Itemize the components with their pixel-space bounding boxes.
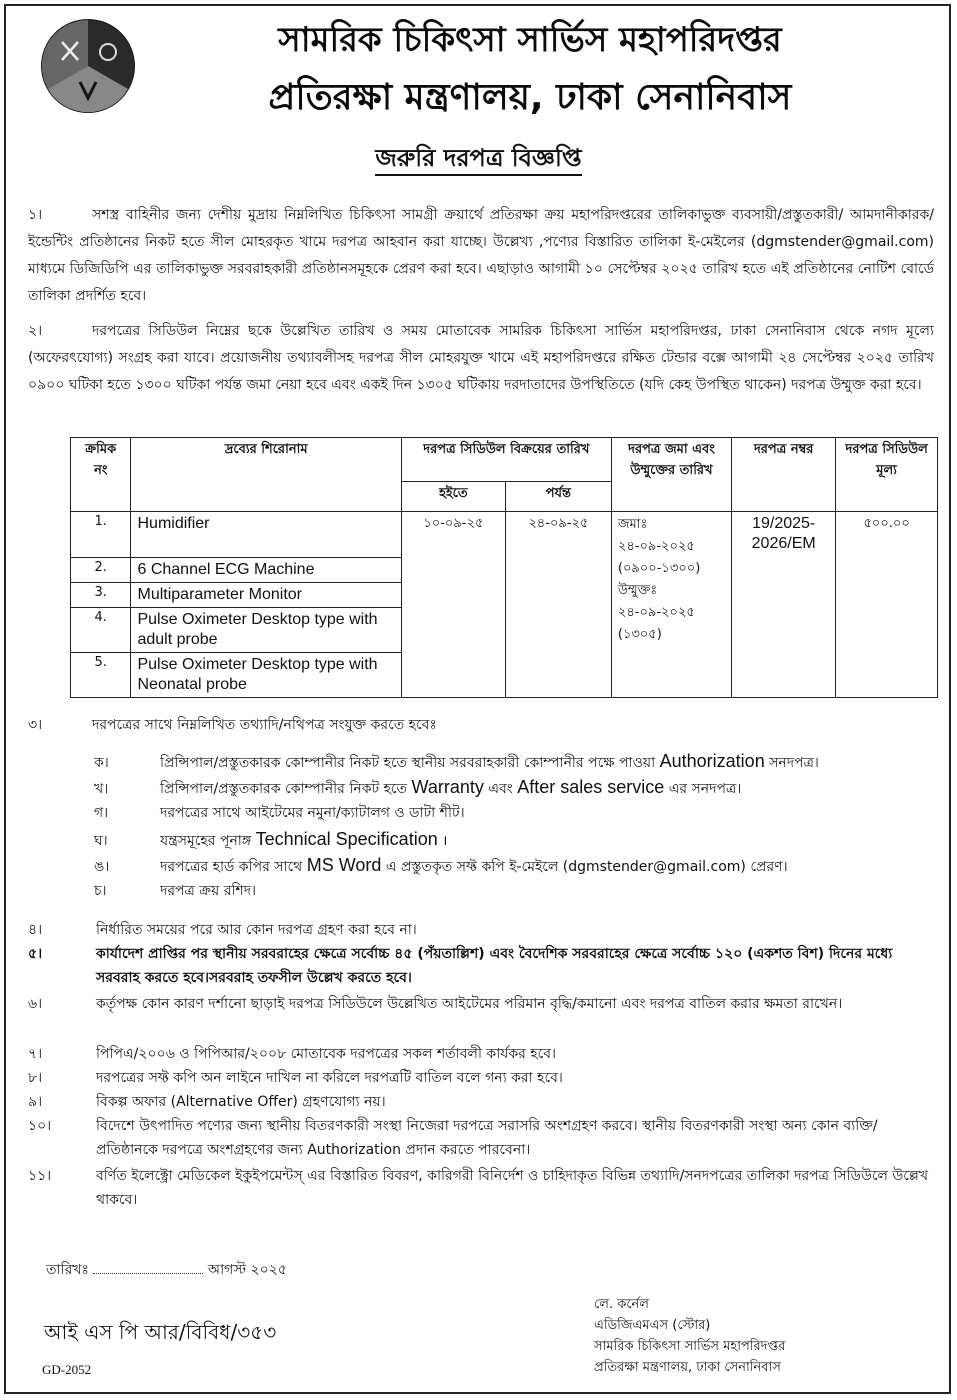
sale-to: ২৪-০৯-২৫ xyxy=(505,512,611,698)
table-row: 1. Humidifier ১০-০৯-২৫ ২৪-০৯-২৫ জমাঃ ২৪-০৯-২০২৫ (০৯০০-১৩০০) উম্মুক্তঃ ২৪-০৯-২০২৫ (১৩০৫) 19/2025-2026/EM ৫০০.০০ xyxy=(71,512,938,558)
header-serial: ক্রমিক নং xyxy=(71,438,131,512)
tri-service-emblem-icon xyxy=(40,18,136,114)
sale-from: ১০-০৯-২৫ xyxy=(401,512,505,698)
attachments-list xyxy=(94,748,934,904)
header-price: দরপত্র সিডিউল মূল্য xyxy=(836,438,938,512)
reference-number: আই এস পি আর/বিবিধ/৩৫৩ xyxy=(44,1320,277,1344)
date-line: তারিখঃ আগস্ট ২০২৫ xyxy=(46,1262,287,1278)
list-item: ঘ। যন্ত্রসমূহের পূনাঙ্গ Technical Specification । xyxy=(94,829,448,849)
list-item: ৪। নির্ধারিত সময়ের পরে আর কোন দরপত্র গ্রহণ করা হবে না। xyxy=(28,922,417,938)
header-sale-date: দরপত্র সিডিউল বিক্রয়ের তারিখ xyxy=(401,438,611,482)
tender-number: 19/2025-2026/EM xyxy=(732,512,836,698)
paragraph-2: ২। দরপত্রের সিডিউল নিম্নের ছকে উল্লেখিত তারিখ ও সময় মোতাবেক সামরিক চিকিৎসা সার্ভিস মহাপরিদপ্তর, ঢাকা সেনানিবাস থেকে নগদ মূল্যে (অফেরৎযোগ্য) সংগ্রহ করা যাবে। প্রয়োজনীয় তথ্যাবলীসহ দরপত্র সীল মোহরযুক্ত খামে এই মহাপরিদপ্তরে রক্ষিত টেন্ডার বক্সে আগামী ২৪ সেপ্টেম্বর ২০২৫ তারিখ ০৯০০ ঘটিকা হতে ১৩০০ ঘটিকা পর্যন্ত জমা নেয়া হবে এবং একই দিন ১৩০৫ ঘটিকায় দরদাতাদের উপস্থিতিতে (যদি কেহ উপস্থিত থাকেন) দরপত্র উম্মুক্ত করা হবে। xyxy=(28,323,934,393)
header-submit: দরপত্র জমা এবং উম্মুক্তের তারিখ xyxy=(611,438,731,512)
org-name: সামরিক চিকিৎসা সার্ভিস মহাপরিদপ্তর xyxy=(278,20,782,60)
list-item: ১০। বিদেশে উৎপাদিত পণ্যের জন্য স্থানীয় বিতরণকারী সংস্থা নিজেরা দরপত্রে সরাসরি অংশগ্রহণ করবে। স্থানীয় বিতরণকারী সংস্থা অন্য কোন ব্যক্তি/প্রতিষ্ঠানকে দরপত্রে অংশগ্রহণের জন্য Authorization প্রদান করতে পারবেনা। xyxy=(28,1118,878,1158)
items-table xyxy=(70,437,938,698)
table-row: 3. Multiparameter Monitor xyxy=(71,583,938,608)
section-3-intro: ৩। দরপত্রের সাথে নিম্নলিখিত তথ্যাদি/নথিপত্র সংযুক্ত করতে হবেঃ xyxy=(28,717,437,733)
header-tender-no: দরপত্র নম্বর xyxy=(732,438,836,512)
list-item: ৯। বিকল্প অফার (Alternative Offer) গ্রহণযোগ্য নয়। xyxy=(28,1094,386,1110)
paragraph-1: ১। সশস্ত্র বাহিনীর জন্য দেশীয় মুদ্রায় নিম্নলিখিত চিকিৎসা সামগ্রী ক্রয়ার্থে প্রতিরক্ষা ক্রয় মহাপরিদপ্তরের তালিকাভুক্ত ব্যবসায়ী/প্রস্তুতকারী/ আমদানীকারক/ইন্ডেন্টিং প্রতিষ্ঠানের নিকট হতে সীল মোহরকৃত খামে দরপত্র আহবান করা যাচ্ছে। উল্লেখ্য ,পণ্যের বিস্তারিত তালিকা ই-মেইলের (dgmstender@gmail.com) মাধ্যমে ডিজিডিপি এর তালিকাভুক্ত সরবরাহকারী প্রতিষ্ঠানসমূহকে প্রেরণ করা হবে। এছাড়াও আগামী ১০ সেপ্টেম্বর ২০২৫ তারিখ হতে এই প্রতিষ্ঠানের নোটিশ বোর্ডে তালিকা প্রদর্শিত হবে। xyxy=(28,207,934,304)
list-item: গ। দরপত্রের সাথে আইটেমের নমুনা/ক্যাটালগ ও ডাটা শীট। xyxy=(94,805,465,821)
notice-title: জরুরি দরপত্র বিজ্ঞপ্তি xyxy=(0,140,957,180)
signature-block: লে. কর্নেল এডিজিএমএস (স্টোর) সামরিক চিকিৎসা সার্ভিস মহাপরিদপ্তর প্রতিরক্ষা মন্ত্রণালয়, ঢাকা সেনানিবাস xyxy=(594,1297,786,1375)
table-row: 4. Pulse Oximeter Desktop type with adult probe xyxy=(71,608,938,653)
header-from: হইতে xyxy=(401,482,505,512)
list-item: ৬। কর্তৃপক্ষ কোন কারণ দর্শানো ছাড়াই দরপত্র সিডিউলে উল্লেখিত আইটেমের পরিমান বৃদ্ধি/কমানো এবং দরপত্র বাতিল করার ক্ষমতা রাখেন। xyxy=(28,996,843,1012)
table-row: 2. 6 Channel ECG Machine xyxy=(71,558,938,583)
ministry-name: প্রতিরক্ষা মন্ত্রণালয়, ঢাকা সেনানিবাস xyxy=(268,77,792,118)
list-item: ১১। বর্ণিত ইলেক্ট্রো মেডিকেল ইকুইপমেন্টস্ এর বিস্তারিত বিবরণ, কারিগরী বিনির্দেশ ও চাহিদাকৃত বিভিন্ন তথ্যাদি/সনদপত্রের তালিকা দরপত্র সিডিউলে উল্লেখ থাকবে। xyxy=(28,1168,929,1208)
list-item: ক। প্রিন্সিপাল/প্রস্তুতকারক কোম্পানীর নিকট হতে স্থানীয় সরবরাহকারী কোম্পানীর পক্ষে পাওয়া Authorization সনদপত্র। xyxy=(94,751,819,771)
list-item: চ। দরপত্র ক্রয় রশিদ। xyxy=(94,883,257,899)
rules-list xyxy=(28,918,934,1214)
table-row: 5. Pulse Oximeter Desktop type with Neonatal probe xyxy=(71,653,938,698)
schedule-price: ৫০০.০০ xyxy=(836,512,938,698)
header-to: পর্যন্ত xyxy=(505,482,611,512)
gd-number: GD-2052 xyxy=(42,1362,92,1377)
list-item: খ। প্রিন্সিপাল/প্রস্তুতকারক কোম্পানীর নিকট হতে Warranty এবং After sales service এর সনদপত্র। xyxy=(94,777,742,797)
submit-date: জমাঃ ২৪-০৯-২০২৫ (০৯০০-১৩০০) উম্মুক্তঃ ২৪-০৯-২০২৫ (১৩০৫) xyxy=(611,512,731,698)
list-item: ৮। দরপত্রের সফ্ট কপি অন লাইনে দাখিল না করিলে দরপত্রটি বাতিল বলে গন্য করা হবে। xyxy=(28,1070,563,1086)
list-item: ৫। কার্যাদেশ প্রাপ্তির পর স্থানীয় সরবরাহের ক্ষেত্রে সর্বোচ্চ ৪৫ (পঁয়তাল্লিশ) এবং বৈদেশিক সরবরাহের ক্ষেত্রে সর্বোচ্চ ১২০ (একশত বিশ) দিনের মধ্যে সরবরাহ করতে হবে।সরবরাহ তফসীল উল্লেখ করতে হবে। xyxy=(28,946,893,986)
list-item: ঙ। দরপত্রের হার্ড কপির সাথে MS Word এ প্রস্তুতকৃত সফ্ট কপি ই-মেইলে (dgmstender@gmail.com) প্রেরণ। xyxy=(94,855,788,875)
header-item: দ্রব্যের শিরোনাম xyxy=(131,438,401,512)
list-item: ৭। পিপিএ/২০০৬ ও পিপিআর/২০০৮ মোতাবেক দরপত্রের সকল শর্তাবলী কার্যকর হবে। xyxy=(28,1046,557,1062)
